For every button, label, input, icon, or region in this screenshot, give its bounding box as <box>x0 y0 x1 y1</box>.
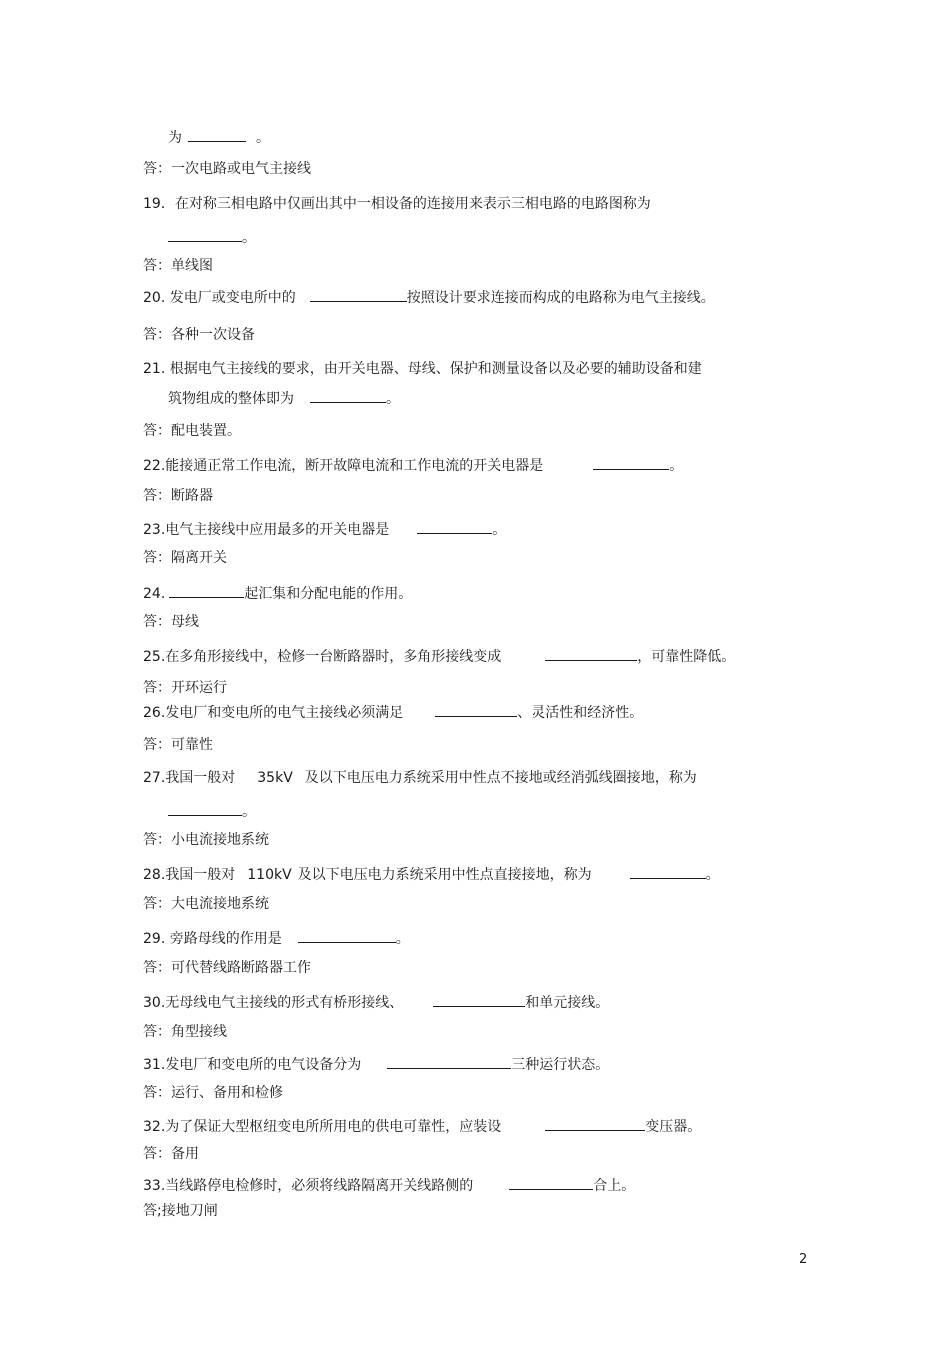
q30-text: 30.无母线电气主接线的形式有桥形接线、 <box>143 995 404 1011</box>
q18-text: 为 <box>168 130 182 146</box>
question-31 <box>143 1055 609 1074</box>
blank-field <box>545 1117 645 1131</box>
q21-end: 。 <box>386 391 400 407</box>
blank-field <box>298 929 396 943</box>
q32-end: 变压器。 <box>645 1119 702 1135</box>
q31-text: 31.发电厂和变电所的电气设备分为 <box>143 1057 362 1073</box>
answer-30: 答：角型接线 <box>143 1024 227 1040</box>
question-21-line-2 <box>168 389 400 408</box>
q21-text: 筑物组成的整体即为 <box>168 391 294 407</box>
blank-field <box>630 865 706 879</box>
question-19-line-1: 19．在对称三相电路中仅画出其中一相设备的连接用来表示三相电路的电路图称为 <box>143 196 651 212</box>
q25-end: ，可靠性降低。 <box>637 649 736 665</box>
q23-text: 23.电气主接线中应用最多的开关电器是 <box>143 522 390 538</box>
question-27-line-1 <box>143 769 697 787</box>
question-19-line-2 <box>168 228 256 247</box>
blank-field <box>435 703 517 717</box>
question-33 <box>143 1176 635 1195</box>
q22-end: 。 <box>669 458 684 474</box>
answer-29: 答：可代替线路断路器工作 <box>143 960 311 976</box>
answer-27: 答：小电流接地系统 <box>143 832 269 848</box>
answer-21: 答：配电装置。 <box>143 423 241 439</box>
q28-end: 。 <box>705 867 720 883</box>
q25-text: 25.在多角形接线中，检修一台断路器时，多角形接线变成 <box>143 649 502 665</box>
question-20 <box>143 288 715 307</box>
answer-31: 答：运行、备用和检修 <box>143 1085 283 1101</box>
q24-text: 24. <box>143 586 166 602</box>
answer-18: 答：一次电路或电气主接线 <box>143 161 311 177</box>
q28-voltage: 110kV <box>247 867 292 883</box>
blank-field <box>169 584 244 598</box>
answer-32: 答：备用 <box>143 1146 199 1162</box>
question-26 <box>143 703 643 722</box>
q24-end: 起汇集和分配电能的作用。 <box>244 586 413 602</box>
question-25 <box>143 647 735 666</box>
q19-end: 。 <box>242 230 256 246</box>
q31-end: 三种运行状态。 <box>511 1057 610 1073</box>
blank-field <box>387 1055 511 1069</box>
q28-text-a: 28.我国一般对 <box>143 867 236 883</box>
q28-text-c: 及以下电压电力系统采用中性点直接接地，称为 <box>297 867 592 883</box>
blank-field <box>593 456 669 470</box>
answer-24: 答：母线 <box>143 614 199 630</box>
q23-end: 。 <box>492 522 507 538</box>
q27-text-c: 及以下电压电力系统采用中性点不接地或经消弧线圈接地，称为 <box>304 770 697 786</box>
question-28 <box>143 865 720 884</box>
question-27-line-2 <box>168 802 256 821</box>
q29-end: 。 <box>395 931 410 947</box>
q20-text: 20. 发电厂或变电所中的 <box>143 290 296 306</box>
answer-25: 答：开环运行 <box>143 680 227 696</box>
q22-text: 22.能接通正常工作电流，断开故障电流和工作电流的开关电器是 <box>143 458 544 474</box>
answer-23: 答：隔离开关 <box>143 550 227 566</box>
question-23 <box>143 520 506 539</box>
q18-end: 。 <box>256 130 270 146</box>
question-32 <box>143 1117 701 1136</box>
question-24 <box>143 584 412 603</box>
q30-end: 和单元接线。 <box>525 995 610 1011</box>
q33-end: 合上。 <box>593 1178 636 1194</box>
blank-field <box>310 288 407 302</box>
q20-end: 按照设计要求连接而构成的电路称为电气主接线。 <box>406 290 715 306</box>
q26-end: 、灵活性和经济性。 <box>517 705 644 721</box>
blank-field <box>168 802 242 816</box>
blank-field <box>545 647 637 661</box>
answer-20: 答：各种一次设备 <box>143 327 255 343</box>
answer-19: 答：单线图 <box>143 258 213 274</box>
answer-28: 答：大电流接地系统 <box>143 896 269 912</box>
question-22 <box>143 456 683 475</box>
q26-text: 26.发电厂和变电所的电气主接线必须满足 <box>143 705 404 721</box>
page-number: 2 <box>799 1252 808 1267</box>
blank-field <box>417 520 492 534</box>
q32-text: 32.为了保证大型枢纽变电所所用电的供电可靠性，应装设 <box>143 1119 502 1135</box>
q27-text-a: 27.我国一般对 <box>143 770 236 786</box>
question-29 <box>143 929 410 948</box>
question-30 <box>143 993 609 1012</box>
blank-field <box>433 993 525 1007</box>
answer-26: 答：可靠性 <box>143 737 213 753</box>
blank-field <box>188 128 246 142</box>
q29-text: 29. 旁路母线的作用是 <box>143 931 282 947</box>
q18-tail <box>168 128 270 147</box>
q33-text: 33.当线路停电检修时，必须将线路隔离开关线路侧的 <box>143 1178 474 1194</box>
question-21-line-1: 21. 根据电气主接线的要求，由开关电器、母线、保护和测量设备以及必要的辅助设备和建 <box>143 361 702 377</box>
blank-field <box>168 228 242 242</box>
blank-field <box>509 1176 593 1190</box>
q27-end: 。 <box>242 804 256 820</box>
answer-22: 答：断路器 <box>143 488 213 504</box>
answer-33: 答;接地刀闸 <box>143 1203 218 1219</box>
q27-voltage: 35kV <box>257 770 293 786</box>
blank-field <box>310 389 386 403</box>
